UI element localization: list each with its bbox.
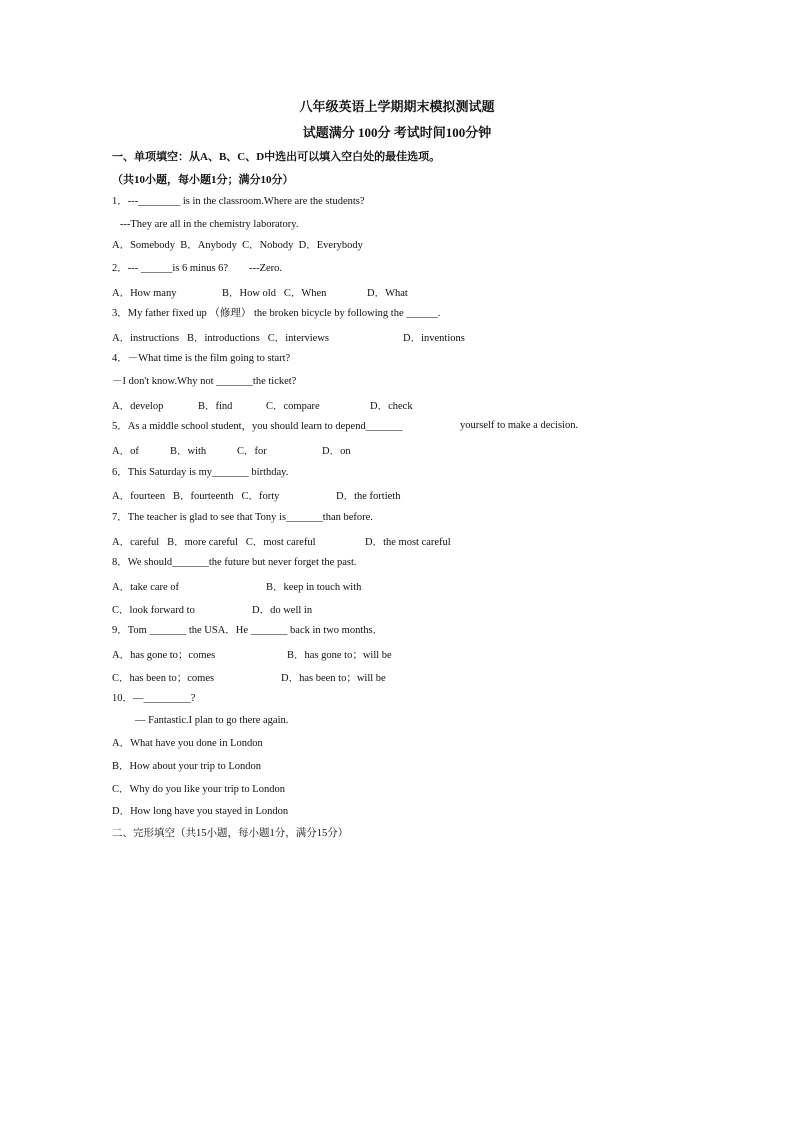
- q6-option-abc: A．fourteen B．fourteenth C．forty: [112, 491, 280, 502]
- q9-option-d: D．has been to；will be: [281, 673, 386, 684]
- q5-stem: 5．As a middle school student，you should learn to depend_______: [112, 421, 403, 432]
- q5-option-a: A．of: [112, 446, 139, 457]
- q9-option-b: B．has gone to；will be: [287, 650, 392, 661]
- q9-option-c: C．has been to；comes: [112, 673, 215, 684]
- q9-option-a: A．has gone to；comes: [112, 650, 216, 661]
- q7-option-abc: A．careful B．more careful C．most careful: [112, 537, 316, 548]
- q10-option-d: D．How long have you stayed in London: [112, 806, 289, 817]
- section1-note: （共10小题，每小题1分；满分10分）: [112, 174, 294, 186]
- section2-heading: 二、完形填空（共15小题，每小题1分，满分15分）: [112, 828, 349, 839]
- q10-stem: 10．—_________?: [112, 693, 196, 704]
- q5-option-c: C．for: [237, 446, 267, 457]
- q8-option-d: D．do well in: [252, 605, 313, 616]
- q10-reply: — Fantastic.I plan to go there again.: [135, 715, 289, 726]
- q10-option-a: A．What have you done in London: [112, 738, 263, 749]
- q3-option-d: D．inventions: [403, 333, 465, 344]
- q1-reply: ---They are all in the chemistry laboratory.: [112, 219, 299, 230]
- q2-option-d: D．What: [367, 288, 408, 299]
- q8-option-a: A．take care of: [112, 582, 180, 593]
- q2-stem: 2．--- ______is 6 minus 6? ---Zero.: [112, 263, 283, 274]
- q4-option-a: A．develop: [112, 401, 164, 412]
- q4-option-c: C．compare: [266, 401, 320, 412]
- q4-reply: －I don't know.Why not _______the ticket?: [112, 376, 297, 387]
- q5-option-b: B．with: [170, 446, 207, 457]
- q2-option-a: A．How many: [112, 288, 177, 299]
- q6-stem: 6．This Saturday is my_______ birthday.: [112, 467, 289, 478]
- q8-option-c: C．look forward to: [112, 605, 195, 616]
- q3-stem: 3．My father fixed up （修理） the broken bicycle by following the ______.: [112, 308, 441, 319]
- q9-stem: 9．Tom _______ the USA．He _______ back in two months．: [112, 625, 384, 636]
- q1-options: A．Somebody B．Anybody C．Nobody D．Everybody: [112, 240, 363, 251]
- q4-option-d: D．check: [370, 401, 413, 412]
- q8-stem: 8．We should_______the future but never forget the past.: [112, 557, 357, 568]
- section1-heading: 一、单项填空：从A、B、C、D中选出可以填入空白处的最佳选项。: [112, 151, 441, 163]
- q4-option-b: B．find: [198, 401, 233, 412]
- q2-option-bc: B．How old C．When: [222, 288, 327, 299]
- page-title: 八年级英语上学期期末模拟测试题: [299, 99, 495, 114]
- q8-option-b: B．keep in touch with: [266, 582, 362, 593]
- q10-option-c: C．Why do you like your trip to London: [112, 784, 285, 795]
- q5-option-d: D．on: [322, 446, 351, 457]
- q1-stem: 1．---________ is in the classroom.Where are the students?: [112, 196, 365, 207]
- page-subtitle: 试题满分 100分 考试时间100分钟: [302, 125, 492, 140]
- q3-option-abc: A．instructions B．introductions C．interviews: [112, 333, 329, 344]
- q5-stem-end: yourself to make a decision.: [460, 420, 579, 431]
- q7-option-d: D．the most careful: [365, 537, 451, 548]
- q7-stem: 7．The teacher is glad to see that Tony is_______than before.: [112, 512, 373, 523]
- q6-option-d: D．the fortieth: [336, 491, 401, 502]
- q10-option-b: B．How about your trip to London: [112, 761, 262, 772]
- q4-stem: 4．－What time is the film going to start?: [112, 353, 291, 364]
